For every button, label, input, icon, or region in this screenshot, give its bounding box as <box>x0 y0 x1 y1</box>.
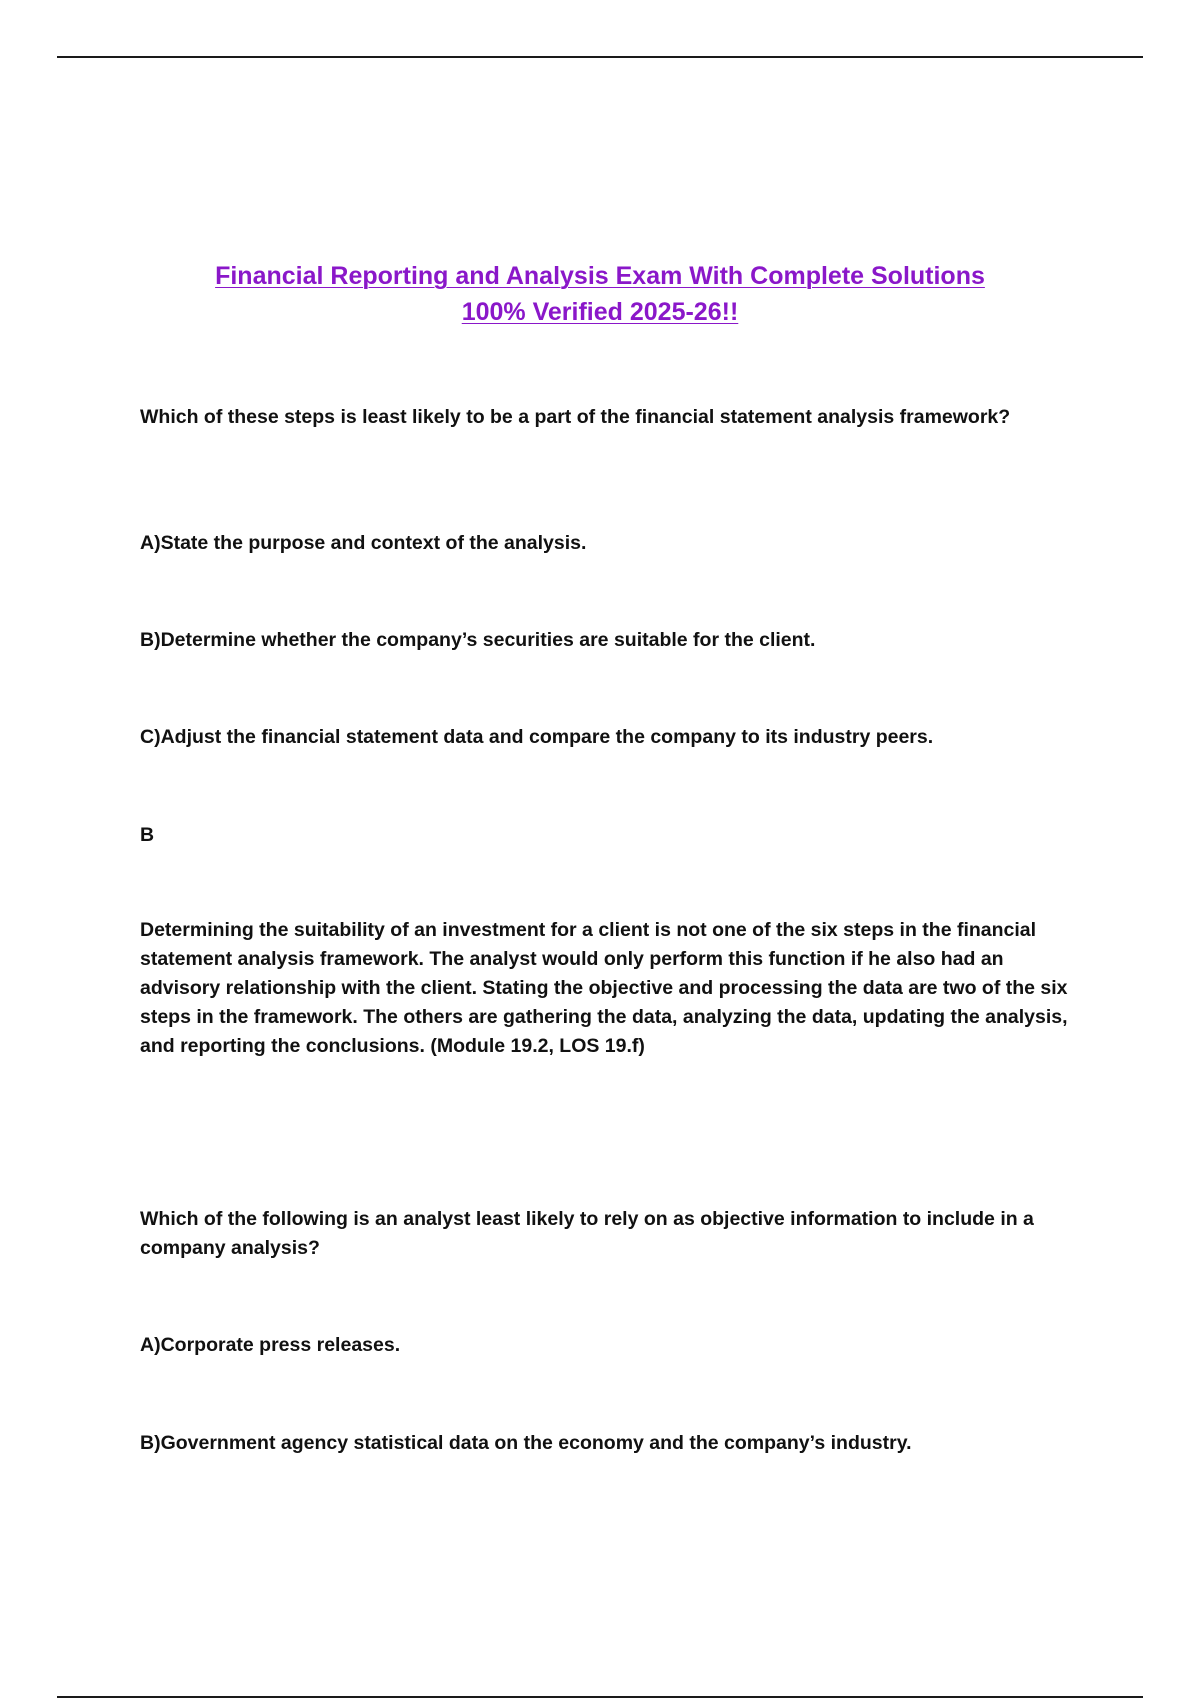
question-2-option-a: A)Corporate press releases. <box>140 1334 401 1356</box>
title-line-2: 100% Verified 2025-26!! <box>461 298 739 326</box>
title-line-1: Financial Reporting and Analysis Exam With Complete Solutions <box>215 262 985 290</box>
question-1-text: Which of these steps is least likely to be a part of the financial statement analysis framework? <box>140 406 1011 428</box>
bottom-divider <box>57 1696 1143 1698</box>
question-2-text: Which of the following is an analyst least likely to rely on as objective information to include in a company analysis? <box>140 1208 1034 1259</box>
top-divider <box>57 56 1143 58</box>
question-1-explanation: Determining the suitability of an investment for a client is not one of the six steps in the financial statement analysis framework. The analyst would only perform this function if he also had an advisory relationship with the client. Stating the objective and processing the data are two of the six steps in the framework. The others are gathering the data, analyzing the data, updating the analysis, and reporting the conclusions. (Module 19.2, LOS 19.f) <box>140 919 1068 1057</box>
question-1-option-b: B)Determine whether the company’s securities are suitable for the client. <box>140 629 816 651</box>
question-1-option-c: C)Adjust the financial statement data and compare the company to its industry peers. <box>140 726 934 748</box>
question-1-option-a: A)State the purpose and context of the analysis. <box>140 532 587 554</box>
question-1-answer: B <box>140 824 155 846</box>
document-title <box>120 258 1080 330</box>
question-2-option-b: B)Government agency statistical data on the economy and the company’s industry. <box>140 1432 912 1454</box>
